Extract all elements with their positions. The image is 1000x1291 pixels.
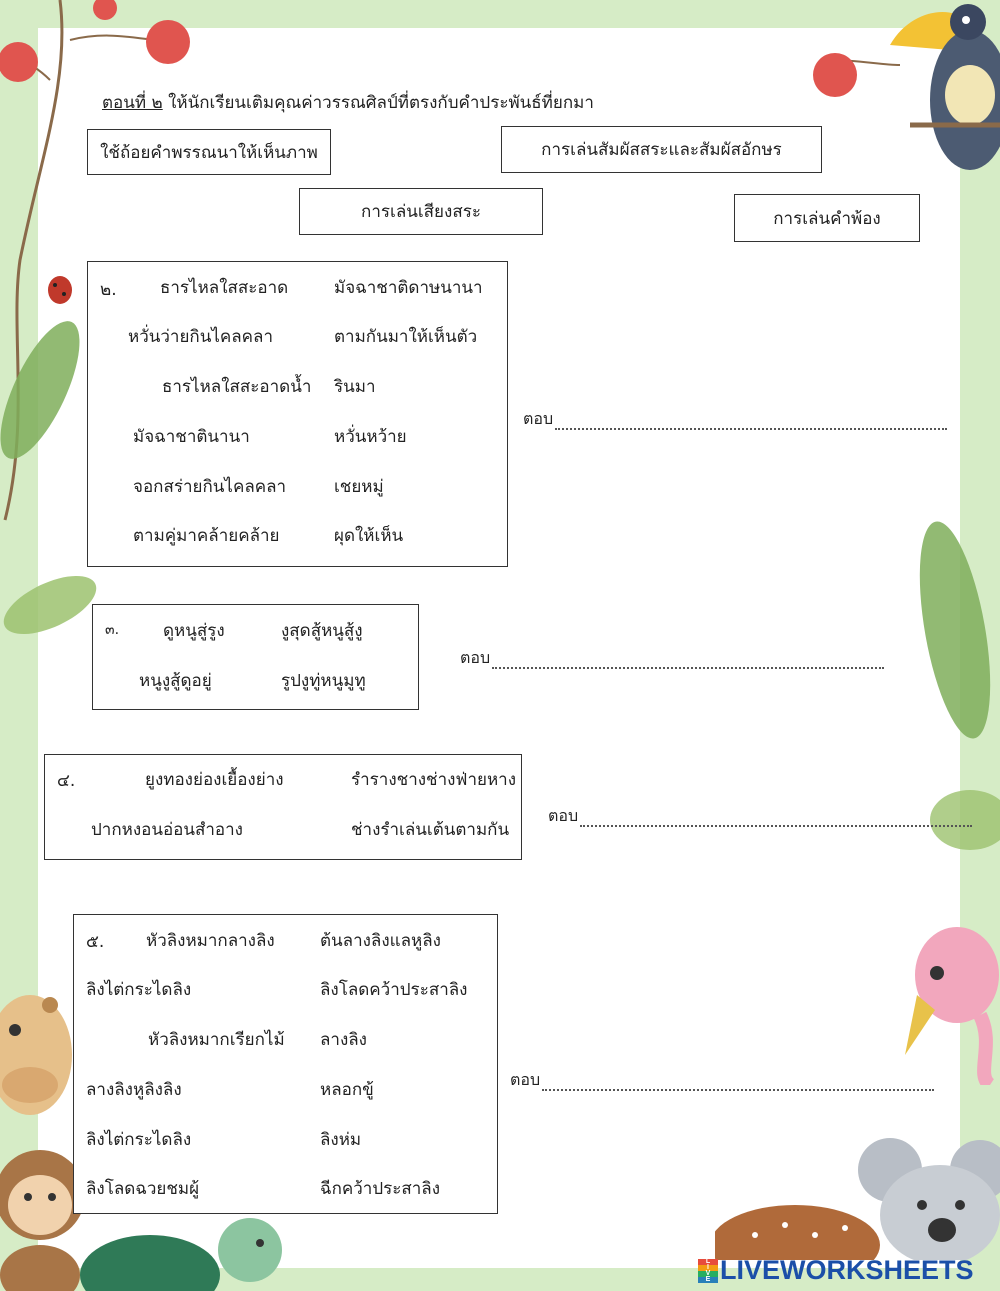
- verse-line: ลิงไต่กระไดลิง: [86, 1130, 192, 1150]
- verse-line: ลิงโลดคว้าประสาลิง: [320, 980, 468, 1000]
- verse-line: หัวลิงหมากเรียกไม้: [148, 1030, 285, 1050]
- verse-line: รินมา: [334, 377, 376, 397]
- liveworksheets-logo[interactable]: [698, 1255, 974, 1286]
- deer-illustration: [715, 1190, 895, 1260]
- answer-label: ตอบ: [460, 648, 491, 667]
- verse-line: ลิงโลดฉวยชมผู้: [86, 1179, 200, 1199]
- verse-line: จอกสร่ายกินไคลคลา: [133, 477, 287, 497]
- question-number: ๔.: [57, 771, 76, 791]
- question-box-2: [87, 261, 508, 567]
- question-box-5: [73, 914, 498, 1214]
- answer-row-2: [523, 407, 947, 432]
- answer-label: ตอบ: [510, 1070, 541, 1089]
- verse-line: ผุดให้เห็น: [334, 526, 404, 546]
- verse-line: รูปงูทู่หนูมูทู: [281, 671, 366, 691]
- option-homonym-play[interactable]: [734, 194, 920, 242]
- answer-row-4: [548, 804, 972, 829]
- verse-line: ตามคู่มาคล้ายคล้าย: [133, 526, 280, 546]
- verse-line: ลางลิงหูลิงลิง: [86, 1080, 182, 1100]
- verse-line: เชยหมู่: [334, 477, 384, 497]
- option-vowel-sound-play[interactable]: [299, 188, 543, 235]
- verse-line: ปากหงอนอ่อนสำอาง: [91, 820, 243, 840]
- verse-line: ฉีกคว้าประสาลิง: [320, 1179, 441, 1199]
- question-box-4: [44, 754, 522, 860]
- turtle-illustration: [60, 1205, 300, 1291]
- option-label: ใช้ถ้อยคำพรรณนาให้เห็นภาพ: [100, 142, 318, 163]
- verse-line: ธารไหลใสสะอาดน้ำ: [162, 377, 312, 397]
- verse-line: รำรางชางช่างฟ่ายหาง: [351, 770, 517, 790]
- verse-line: หวั่นว่ายกินไคลคลา: [128, 327, 274, 347]
- logo-text: LIVEWORKSHEETS: [720, 1255, 974, 1285]
- verse-line: มัจฉาชาตินานา: [133, 427, 250, 447]
- instruction-line: [102, 89, 594, 116]
- verse-line: หลอกขู้: [320, 1080, 374, 1100]
- giraffe-illustration: [0, 975, 75, 1155]
- question-number: ๒.: [100, 280, 117, 300]
- question-number: ๓.: [105, 622, 120, 638]
- verse-line: หวั่นหว้าย: [334, 427, 407, 447]
- answer-input-4[interactable]: [580, 809, 972, 827]
- verse-line: ดูหนูสู่รูง: [163, 621, 225, 641]
- verse-line: มัจฉาชาติดาษนานา: [334, 278, 483, 298]
- verse-line: หนูงูสู้ดูอยู่: [139, 671, 212, 691]
- option-label: การเล่นสัมผัสสระและสัมผัสอักษร: [541, 140, 782, 160]
- option-label: การเล่นคำพ้อง: [773, 208, 881, 229]
- question-box-3: [92, 604, 419, 710]
- toucan-illustration: [870, 0, 1000, 215]
- verse-line: ธารไหลใสสะอาด: [160, 278, 289, 298]
- verse-line: ช่างรำเล่นเต้นตามกัน: [351, 820, 510, 840]
- answer-label: ตอบ: [548, 806, 579, 825]
- answer-row-5: [510, 1068, 934, 1093]
- answer-row-3: [460, 646, 884, 671]
- verse-line: ลางลิง: [320, 1030, 367, 1050]
- verse-line: หัวลิงหมากลางลิง: [146, 931, 275, 951]
- flamingo-illustration: [895, 915, 1000, 1085]
- verse-line: ต้นลางลิงแลหูลิง: [320, 931, 441, 951]
- question-number: ๕.: [86, 932, 105, 952]
- part-label: ตอนที่ ๒: [102, 93, 163, 113]
- option-vivid-description[interactable]: [87, 129, 331, 175]
- answer-input-2[interactable]: [555, 412, 947, 430]
- verse-line: ลิงห่ม: [320, 1130, 362, 1150]
- answer-label: ตอบ: [523, 409, 554, 428]
- verse-line: งูสุดสู้หนูสู้งู: [281, 621, 363, 641]
- verse-line: ยูงทองย่องเยื้องย่าง: [145, 770, 284, 790]
- verse-line: ตามกันมาให้เห็นตัว: [334, 327, 478, 347]
- instruction-text: ให้นักเรียนเติมคุณค่าวรรณศิลป์ที่ตรงกับคำประพันธ์ที่ยกมา: [168, 93, 594, 113]
- answer-input-5[interactable]: [542, 1073, 934, 1091]
- option-vowel-consonant-rhyme[interactable]: [501, 126, 822, 173]
- answer-input-3[interactable]: [492, 651, 884, 669]
- logo-badge: L I V E: [698, 1259, 718, 1285]
- verse-line: ลิงไต่กระไดลิง: [86, 980, 192, 1000]
- option-label: การเล่นเสียงสระ: [361, 202, 481, 222]
